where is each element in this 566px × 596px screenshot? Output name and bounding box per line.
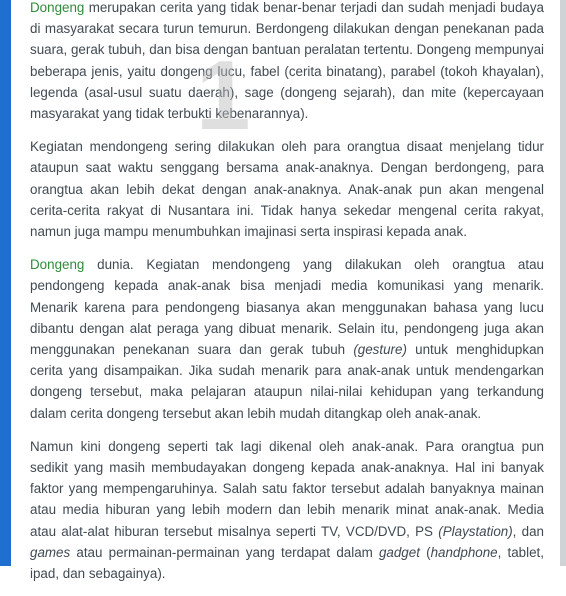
paragraph-3-text-a: dunia. Kegiatan mendongeng yang dilakukan oleh orangtua atau pendongeng kepada anak-anak bisa menjadi media komunikasi yang menarik. Menarik karena para pendongeng biasanya akan menggunakan bahasa yang lucu dibantu dengan alat peraga yang dibuat menarik. Selain itu, pendongeng juga akan menggunakan penekanan suara dan gerak tubuh [30, 257, 544, 358]
games-italic: games [30, 544, 71, 560]
right-edge-strip [560, 0, 566, 566]
gadget-italic: gadget [378, 544, 420, 560]
left-accent-bar [0, 0, 11, 566]
paragraph-4-text-d: ( [419, 544, 431, 560]
paragraph-3-italic: (gesture) [353, 342, 407, 358]
paragraph-3-text-b: untuk menghidupkan cerita yang disampaikan. Jika sudah menarik para anak-anak untuk mendengarkan dongeng tersebut, maka pelajaran ataupun nilai-nilai kehidupan yang terkandung dalam cerita dongeng tersebut akan lebih mudah ditangkap oleh anak-anak. [30, 342, 544, 421]
watermark-number: 1 [196, 40, 251, 150]
paragraph-3 [30, 254, 544, 424]
playstation-italic: (Playstation) [438, 523, 513, 539]
paragraph-4-text-e: , tablet, ipad, dan sebagainya). [30, 544, 544, 582]
paragraph-4-text-b: , dan [512, 523, 544, 539]
paragraph-2-text: Kegiatan mendongeng sering dilakukan oleh para orangtua disaat menjelang tidur ataupun saat waktu senggang bersama anak-anaknya. Dengan berdongeng, para orangtua akan lebih dekat dengan anak-anaknya. Anak-anak pun akan mengenal cerita-cerita rakyat di Nusantara ini. Tidak hanya sekedar mengenal cerita rakyat, namun juga mampu menumbuhkan imajinasi serta inspirasi kepada anak. [30, 139, 544, 240]
dongeng-link[interactable]: Dongeng [30, 0, 85, 15]
paragraph-4-text-a: Namun kini dongeng seperti tak lagi dikenal oleh anak-anak. Para orangtua pun sedikit yang masih membudayakan dongeng kepada anak-anaknya. Hal ini banyak faktor yang mempengaruhinya. Salah satu faktor tersebut adalah banyaknya mainan atau media hiburan yang lebih modern dan lebih menarik minat anak-anak. Media atau alat-alat hiburan tersebut misalnya seperti TV, VCD/DVD, PS [30, 438, 544, 539]
paragraph-1 [30, 0, 544, 124]
paragraph-1-text: merupakan cerita yang tidak benar-benar terjadi dan sudah menjadi budaya di masyarakat secara turun temurun. Berdongeng dilakukan dengan penekanan pada suara, gerak tubuh, dan bisa dengan bantuan peralatan tertentu. Dongeng mempunyai beberapa jenis, yaitu dongeng lucu, fabel (cerita binatang), parabel (tokoh khayalan), legenda (asal-usul suatu daerah), sage (dongeng sejarah), dan mite (kepercayaan masyarakat yang tidak terbukti kebenarannya). [30, 0, 544, 122]
paragraph-4-text-c: atau permainan-permainan yang terdapat dalam [70, 544, 379, 560]
paragraph-4 [30, 436, 544, 584]
paragraph-2 [30, 136, 544, 242]
handphone-italic: handphone [430, 544, 498, 560]
article-body [30, 0, 544, 596]
dongeng-link[interactable]: Dongeng [30, 257, 85, 273]
